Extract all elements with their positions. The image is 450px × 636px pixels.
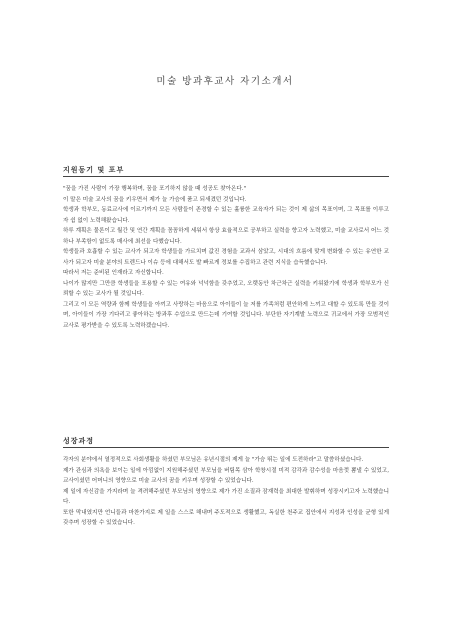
paragraph: 제가 관심과 의욕을 보이는 일에 아낌없이 지원해주셨던 부모님을 버팀목 삼아 학창시절 미적 감각과 감수성을 마음껏 뽐낼 수 있었고, 교사이셨던 어머니의 영향으로 미술 교사의 꿈을 키우며 성장할 수 있었습니다.	[63, 467, 389, 484]
section-body-motivation	[63, 184, 389, 331]
paragraph: 또한 막내였지만 언니들과 마찬가지로 제 일을 스스로 해내며 주도적으로 생활했고, 독실한 천주교 집안에서 지성과 인성을 균형 있게 갖추며 성장할 수 있었습니다.	[63, 509, 389, 526]
section-heading-motivation: 지원동기 및 포부	[63, 165, 125, 174]
section-body-growth	[63, 455, 389, 529]
paragraph: 각자의 분야에서 열정적으로 사회생활을 하셨던 부모님은 유년시절의 제게 늘 "가슴 뛰는 일에 도전하라"고 말씀하셨습니다.	[63, 457, 364, 463]
paragraph: 그리고 이 모든 역량과 함께 학생들을 아끼고 사랑하는 마음으로 아이들이 늘 저를 가족처럼 편안하게 느끼고 대할 수 있도록 만들 것이며, 아이들이 가장 기다리고 좋아하는 방과후 수업으로 만드는데 기여할 것입니다. 부단한 자기계발 노력으로 귀교에서 가장 모범적인 교사로 평가받을 수 있도록 노력하겠습니다.	[63, 301, 389, 329]
document-title: 미술 방과후교사 자기소개서	[156, 76, 294, 87]
paragraph: 하루 계획은 물론이고 월간 및 연간 계획을 꼼꼼하게 세워서 항상 효율적으로 공부하고 실력을 향고자 노력했고, 미술 교사로서 어느 것 하나 부족함이 없도록 매사에 최선을 다했습니다.	[63, 228, 389, 245]
paragraph: 따라서 저는 준비된 인재라고 자신합니다.	[63, 270, 164, 276]
section-heading-growth: 성장과정	[63, 436, 95, 445]
section-divider	[63, 447, 389, 448]
section-divider	[63, 176, 389, 177]
paragraph: 제 일에 자신감을 가지라며 늘 격려해주셨던 부모님의 영향으로 제가 가진 소질과 잠재력을 최대한 발휘하며 성장시키고자 노력했습니다.	[63, 488, 389, 505]
paragraph: "꿈을 가진 사람이 가장 행복하며, 꿈을 포기하지 않을 때 성공도 찾아온다."	[63, 186, 247, 192]
paragraph: 나이가 많지만 그만큼 학생들을 포용할 수 있는 여유와 넉넉함을 갖추었고, 오랫동안 차근차근 실력을 키워왔기에 학생과 학부모가 신뢰할 수 있는 교사가 될 것입니다.	[63, 280, 389, 297]
paragraph: 이 말은 미술 교사의 꿈을 키우면서 제가 늘 가슴에 품고 되새겼던 것입니다.	[63, 196, 247, 203]
paragraph: 학생들과 호흡할 수 있는 교사가 되고자 학생들을 가르치며 값진 경험을 교과서 삼았고, 시대의 흐름에 맞게 변화할 수 있는 유연한 교사가 되고자 미술 분야의 트렌드나 이슈 등에 대해서도 발 빠르게 정보를 수집하고 관련 지식을 습득했습니다.	[63, 249, 389, 266]
paragraph: 학생과 학부모, 동료교사에 이르기까지 모든 사람들이 존경할 수 있는 훌륭한 교육자가 되는 것이 제 삶의 목표이며, 그 목표를 이루고자 쉼 없이 노력해왔습니다.	[63, 207, 389, 224]
